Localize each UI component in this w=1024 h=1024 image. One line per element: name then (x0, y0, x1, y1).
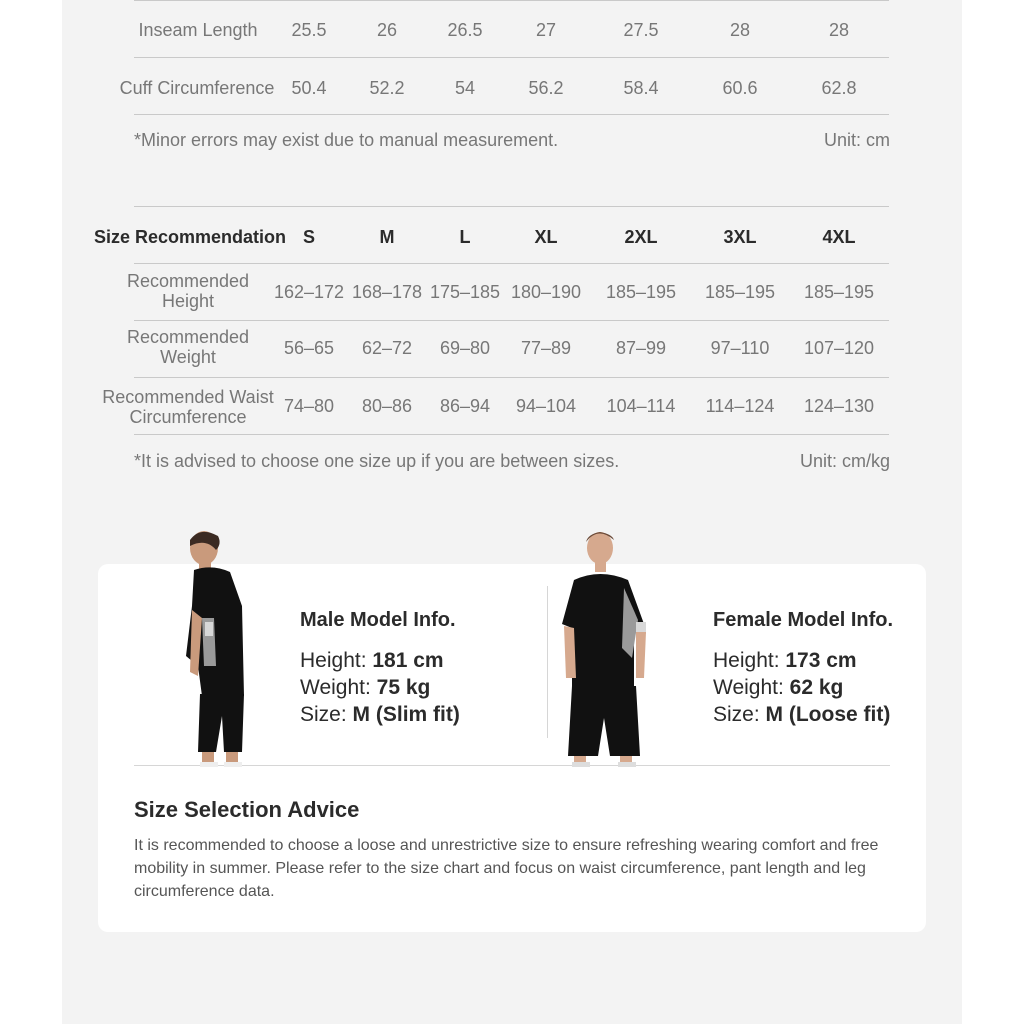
cell-value: 58.4 (623, 78, 659, 98)
model-divider (547, 586, 548, 738)
male-height: Height: 181 cm (300, 649, 444, 672)
cell-value: 27.5 (623, 20, 659, 40)
cell-value: 175–185 (429, 282, 501, 302)
cell-value: 25.5 (291, 20, 327, 40)
cell-value: 104–114 (606, 396, 676, 416)
female-weight: Weight: 62 kg (713, 676, 844, 699)
cell-value: 52.2 (369, 78, 405, 98)
cell-value: 87–99 (615, 338, 667, 358)
advice-title: Size Selection Advice (134, 797, 360, 822)
table-rule (134, 434, 889, 435)
table-rule (134, 377, 889, 378)
cell-value: 185–195 (704, 282, 776, 302)
size-advice-note: *It is advised to choose one size up if you are between sizes. (134, 451, 620, 471)
male-model-photo (172, 526, 282, 768)
cell-value: 80–86 (361, 396, 413, 416)
table-rule (134, 206, 889, 207)
row-label: Inseam Length (138, 20, 258, 40)
cell-value: 180–190 (510, 282, 582, 302)
header-label: Size Recommendation (93, 227, 287, 247)
size-header: 4XL (822, 227, 856, 247)
row-label: Cuff Circumference (119, 78, 275, 98)
row-label: Recommended Weight (126, 327, 250, 367)
unit-label: Unit: cm (823, 130, 890, 150)
row-label: Recommended Height (126, 271, 250, 311)
male-weight: Weight: 75 kg (300, 676, 431, 699)
size-header: S (302, 227, 315, 247)
cell-value: 28 (828, 20, 850, 40)
cell-value: 62.8 (821, 78, 857, 98)
cell-value: 26.5 (447, 20, 483, 40)
cell-value: 27 (535, 20, 557, 40)
cell-value: 168–178 (351, 282, 423, 302)
cell-value: 77–89 (520, 338, 572, 358)
cell-value: 185–195 (803, 282, 875, 302)
cell-value: 124–130 (803, 396, 875, 416)
cell-value: 60.6 (722, 78, 758, 98)
female-model-photo (552, 528, 662, 768)
row-label: Recommended Waist Circumference (102, 387, 274, 427)
female-size: Size: M (Loose fit) (713, 703, 891, 726)
cell-value: 86–94 (439, 396, 491, 416)
female-model-title: Female Model Info. (713, 609, 894, 631)
cell-value: 69–80 (439, 338, 491, 358)
table-rule (134, 0, 889, 1)
size-header: 2XL (624, 227, 658, 247)
unit-label: Unit: cm/kg (799, 451, 890, 471)
table-rule (134, 263, 889, 264)
male-model-title: Male Model Info. (300, 609, 456, 631)
table-rule (134, 320, 889, 321)
cell-value: 26 (376, 20, 398, 40)
advice-body: It is recommended to choose a loose and unrestrictive size to ensure refreshing wearing comfort and free mobility in summer. Please refer to the size chart and focus on waist circumference, pant length and leg circumference data. (134, 837, 879, 900)
measurement-note: *Minor errors may exist due to manual measurement. (134, 130, 559, 150)
cell-value: 107–120 (803, 338, 875, 358)
cell-value: 50.4 (291, 78, 327, 98)
table-rule (134, 57, 889, 58)
cell-value: 94–104 (515, 396, 577, 416)
cell-value: 97–110 (710, 338, 770, 358)
size-header: 3XL (723, 227, 757, 247)
male-size: Size: M (Slim fit) (300, 703, 460, 726)
cell-value: 28 (729, 20, 751, 40)
cell-value: 162–172 (273, 282, 345, 302)
size-header: XL (534, 227, 558, 247)
cell-value: 56.2 (528, 78, 564, 98)
size-chart-page (62, 0, 962, 1024)
cell-value: 185–195 (605, 282, 677, 302)
cell-value: 54 (454, 78, 476, 98)
female-height: Height: 173 cm (713, 649, 857, 672)
cell-value: 56–65 (283, 338, 335, 358)
size-header: L (459, 227, 471, 247)
cell-value: 114–124 (705, 396, 775, 416)
cell-value: 74–80 (283, 396, 335, 416)
cell-value: 62–72 (361, 338, 413, 358)
table-rule (134, 114, 889, 115)
size-header: M (379, 227, 395, 247)
